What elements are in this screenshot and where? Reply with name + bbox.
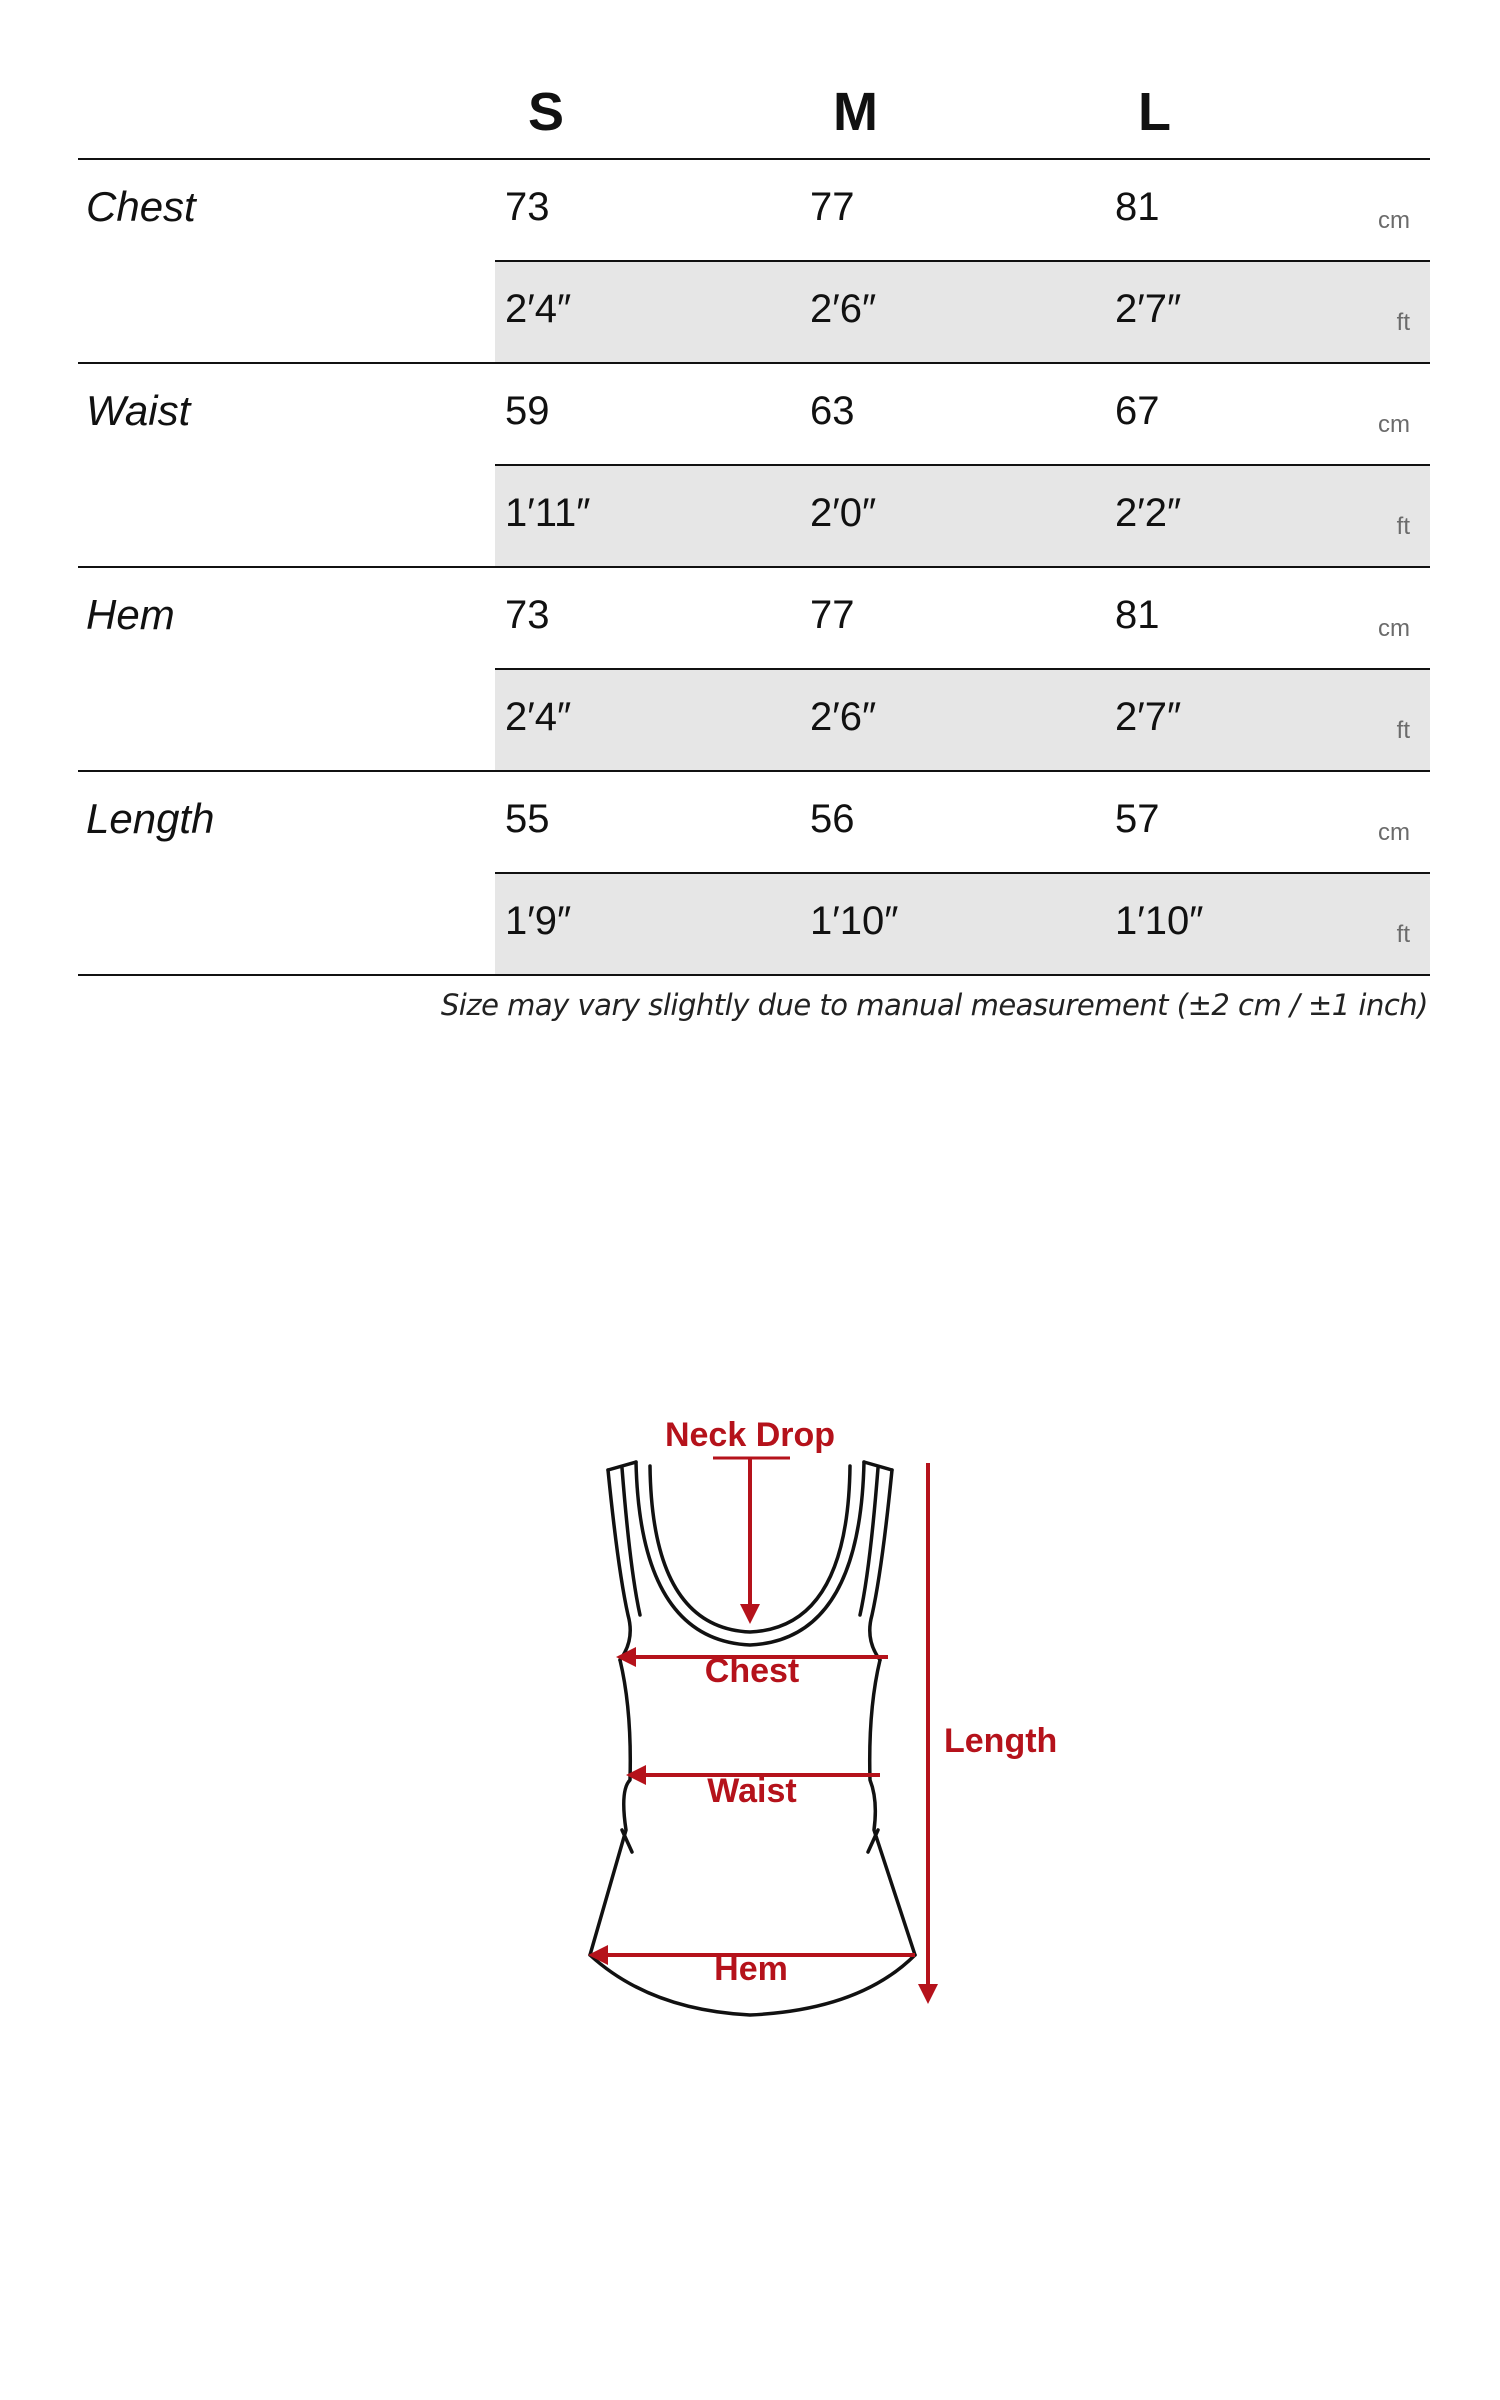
value-cell: 1′9″ [505, 899, 572, 943]
tank-top-outline [590, 1462, 915, 2015]
value-cell: 1′10″ [810, 899, 899, 943]
size-header-m: M [833, 82, 878, 142]
value-cell: 73 [505, 185, 550, 229]
value-cell: 2′4″ [505, 287, 572, 331]
hem-label: Hem [714, 1950, 788, 1988]
value-cell: 1′10″ [1115, 899, 1204, 943]
value-cell: 57 [1115, 797, 1160, 841]
unit-label: ft [1396, 513, 1410, 540]
value-cell: 2′6″ [810, 287, 877, 331]
neck-drop-label: Neck Drop [664, 1416, 836, 1454]
length-label: Length [944, 1722, 1058, 1760]
unit-label: ft [1396, 921, 1410, 948]
unit-label: cm [1378, 615, 1410, 642]
left-strap-outer [608, 1470, 630, 1660]
value-cell: 2′2″ [1115, 491, 1182, 535]
value-cell: 73 [505, 593, 550, 637]
value-cell: 2′7″ [1115, 287, 1182, 331]
value-cell: 63 [810, 389, 855, 433]
right-side-seam [870, 1660, 915, 1955]
value-cell: 55 [505, 797, 550, 841]
right-strap-outer [870, 1470, 892, 1660]
unit-label: ft [1396, 717, 1410, 744]
size-header-l: L [1138, 82, 1171, 142]
value-cell: 2′6″ [810, 695, 877, 739]
value-cell: 81 [1115, 593, 1160, 637]
value-cell: 2′0″ [810, 491, 877, 535]
chest-label: Chest [704, 1652, 800, 1690]
unit-label: cm [1378, 819, 1410, 846]
value-cell: 59 [505, 389, 550, 433]
measurement-arrows [592, 1458, 928, 2000]
measure-label: Hem [86, 591, 175, 638]
value-cell: 77 [810, 185, 855, 229]
value-cell: 2′7″ [1115, 695, 1182, 739]
value-cell: 81 [1115, 185, 1160, 229]
value-cell: 56 [810, 797, 855, 841]
measure-label: Chest [86, 183, 196, 230]
measure-label: Length [86, 795, 215, 842]
measure-label: Waist [86, 387, 191, 434]
left-side-seam [590, 1660, 630, 1955]
unit-label: cm [1378, 207, 1410, 234]
value-cell: 1′11″ [505, 491, 591, 535]
value-cell: 77 [810, 593, 855, 637]
measurement-note: Size may vary slightly due to manual measurement (±2 cm / ±1 inch) [440, 988, 1428, 1022]
size-header-s: S [528, 82, 565, 142]
unit-label: ft [1396, 309, 1410, 336]
waist-label: Waist [707, 1772, 797, 1810]
value-cell: 2′4″ [505, 695, 572, 739]
value-cell: 67 [1115, 389, 1160, 433]
unit-label: cm [1378, 411, 1410, 438]
